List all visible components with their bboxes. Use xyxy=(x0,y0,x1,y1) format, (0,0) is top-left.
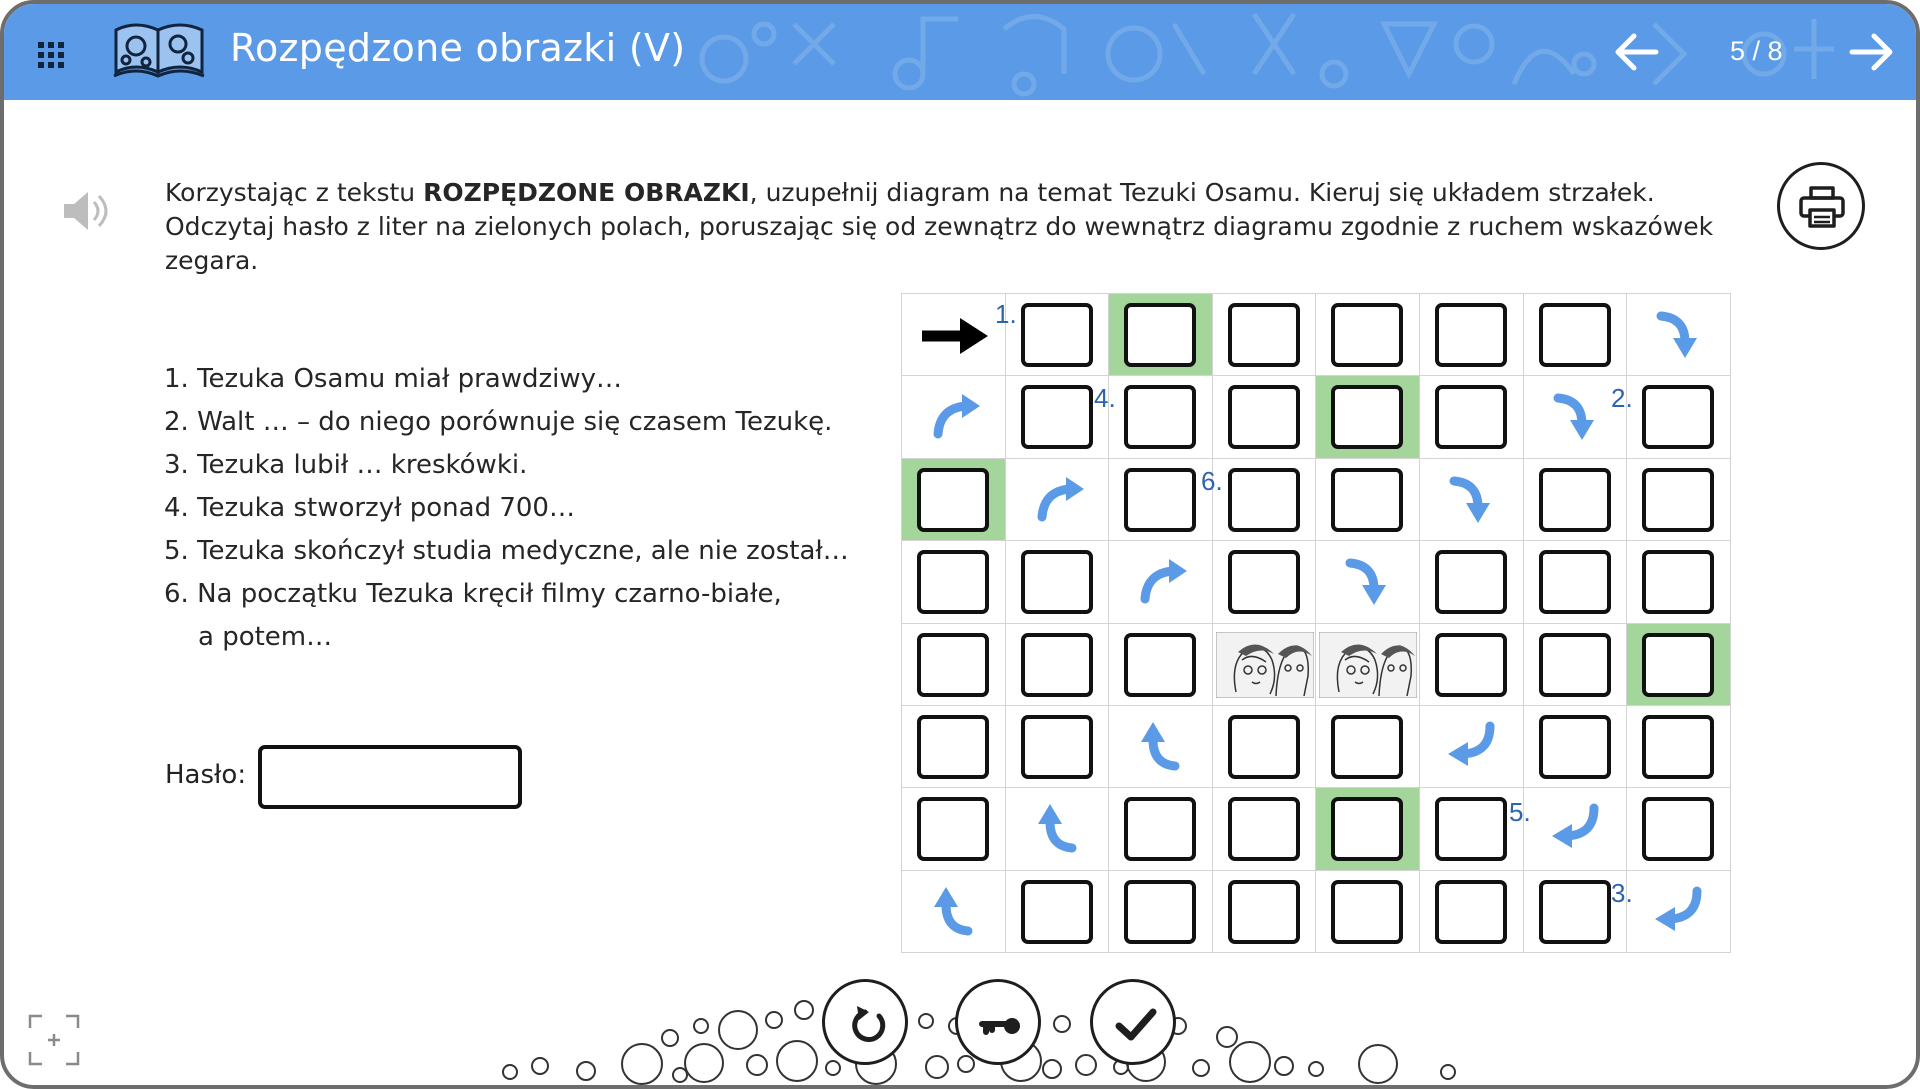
arrow-curve-up-icon xyxy=(1135,720,1191,776)
letter-box[interactable] xyxy=(1331,715,1403,779)
manga-illustration-icon xyxy=(1216,632,1314,698)
grid-cell xyxy=(1315,705,1420,788)
grid-cell xyxy=(1315,458,1420,541)
letter-box[interactable] xyxy=(1435,797,1507,861)
check-button[interactable] xyxy=(1090,979,1176,1065)
letter-box[interactable] xyxy=(1539,303,1611,367)
letter-box[interactable] xyxy=(1539,550,1611,614)
grid-cell xyxy=(1005,787,1110,870)
clue-item: 3. Tezuka lubił … kreskówki. xyxy=(164,450,528,480)
instructions-bold: ROZPĘDZONE OBRAZKI xyxy=(423,178,750,207)
letter-box[interactable] xyxy=(1021,880,1093,944)
letter-box[interactable] xyxy=(1124,880,1196,944)
instructions-text xyxy=(165,176,1725,278)
grid-cell xyxy=(1626,870,1731,953)
manga-illustration-icon xyxy=(1319,632,1417,698)
grid-cell xyxy=(1212,623,1317,706)
grid-cell xyxy=(1419,458,1524,541)
grid-cell xyxy=(1108,458,1213,541)
clue-number-4: 4. xyxy=(1094,383,1116,413)
letter-box[interactable] xyxy=(1021,303,1093,367)
speaker-icon[interactable] xyxy=(60,188,110,234)
start-arrow-icon xyxy=(920,316,990,356)
grid-cell xyxy=(1212,458,1317,541)
grid-cell xyxy=(1626,705,1731,788)
grid-cell xyxy=(1523,293,1628,376)
grid-cell xyxy=(1419,623,1524,706)
grid-cell xyxy=(1212,870,1317,953)
clue-number-6: 6. xyxy=(1201,466,1223,496)
grid-cell xyxy=(1108,540,1213,623)
reset-icon xyxy=(845,1002,891,1048)
letter-box[interactable] xyxy=(1435,880,1507,944)
grid-cell xyxy=(1315,540,1420,623)
letter-box[interactable] xyxy=(1435,633,1507,697)
header-bar xyxy=(4,4,1920,100)
print-button[interactable] xyxy=(1777,162,1865,250)
grid-cell xyxy=(1315,787,1420,870)
instructions-suffix: , uzupełnij diagram na temat Tezuki Osamu. Kieruj się układem strzałek. Odczytaj hasło z liter na zielonych polach, poruszając się od zewnątrz do wewnątrz diagramu zgodnie z ruchem wskazówek zegara. xyxy=(165,178,1714,275)
grid-menu-icon[interactable] xyxy=(36,34,72,70)
arrow-down-right-icon xyxy=(1446,473,1502,529)
grid-cell xyxy=(1419,870,1524,953)
clue-item: 2. Walt … – do niego porównuje się czasem Tezukę. xyxy=(164,407,833,437)
letter-box[interactable] xyxy=(1021,715,1093,779)
clue-item-continued: a potem… xyxy=(198,622,333,652)
letter-box[interactable] xyxy=(1124,385,1196,449)
book-logo-icon xyxy=(112,18,208,80)
clues-list xyxy=(164,358,849,659)
letter-box-highlighted[interactable] xyxy=(1331,385,1403,449)
app-title: Rozpędzone obrazki (V) xyxy=(230,26,686,70)
arrow-curve-right-icon xyxy=(928,390,984,446)
letter-box[interactable] xyxy=(1435,385,1507,449)
letter-box-highlighted[interactable] xyxy=(917,468,989,532)
letter-box[interactable] xyxy=(1021,550,1093,614)
grid-cell xyxy=(1523,458,1628,541)
instructions-prefix: Korzystając z tekstu xyxy=(165,178,424,207)
letter-box[interactable] xyxy=(1539,468,1611,532)
fullscreen-icon[interactable] xyxy=(28,1014,80,1066)
letter-box[interactable] xyxy=(1228,385,1300,449)
grid-cell xyxy=(1212,540,1317,623)
checkmark-icon xyxy=(1113,1002,1159,1048)
grid-cell xyxy=(901,870,1006,953)
grid-cell xyxy=(901,705,1006,788)
arrow-down-right-icon xyxy=(1342,555,1398,611)
letter-box-highlighted[interactable] xyxy=(1642,633,1714,697)
grid-cell xyxy=(1523,787,1628,870)
clue-item: 5. Tezuka skończył studia medyczne, ale nie został… xyxy=(164,536,849,566)
letter-box[interactable] xyxy=(1331,303,1403,367)
clue-number-5: 5. xyxy=(1509,797,1531,827)
letter-box[interactable] xyxy=(1021,633,1093,697)
grid-cell xyxy=(1108,787,1213,870)
clue-number-2: 2. xyxy=(1611,383,1633,413)
grid-cell xyxy=(1212,787,1317,870)
letter-box[interactable] xyxy=(1021,385,1093,449)
letter-box[interactable] xyxy=(1331,880,1403,944)
grid-cell xyxy=(901,787,1006,870)
letter-box[interactable] xyxy=(1228,715,1300,779)
letter-box[interactable] xyxy=(1539,633,1611,697)
grid-cell xyxy=(1626,540,1731,623)
password-input[interactable] xyxy=(258,745,522,809)
grid-cell xyxy=(1523,705,1628,788)
key-icon xyxy=(978,1002,1024,1048)
clue-item: 4. Tezuka stworzył ponad 700… xyxy=(164,493,575,523)
grid-cell xyxy=(1108,293,1213,376)
arrow-curve-up-icon xyxy=(928,885,984,941)
grid-cell xyxy=(1523,540,1628,623)
letter-box[interactable] xyxy=(1124,468,1196,532)
arrow-curve-left-icon xyxy=(1446,720,1502,776)
arrow-right-icon[interactable] xyxy=(1846,28,1898,76)
letter-box[interactable] xyxy=(1435,550,1507,614)
letter-box[interactable] xyxy=(1642,715,1714,779)
grid-cell xyxy=(1108,870,1213,953)
grid-cell xyxy=(1626,375,1731,458)
grid-cell xyxy=(1315,623,1420,706)
arrow-curve-left-icon xyxy=(1653,885,1709,941)
grid-cell xyxy=(1419,540,1524,623)
letter-box[interactable] xyxy=(1642,385,1714,449)
key-button[interactable] xyxy=(955,979,1041,1065)
page-counter: 5 / 8 xyxy=(1730,36,1783,66)
arrow-down-right-icon xyxy=(1653,308,1709,364)
clue-item: 6. Na początku Tezuka kręcił filmy czarno-białe, xyxy=(164,579,782,609)
arrow-curve-up-icon xyxy=(1032,802,1088,858)
grid-cell xyxy=(1005,705,1110,788)
grid-cell xyxy=(1523,623,1628,706)
letter-box[interactable] xyxy=(917,550,989,614)
letter-box[interactable] xyxy=(1124,633,1196,697)
letter-box[interactable] xyxy=(917,633,989,697)
grid-cell xyxy=(901,293,1006,376)
grid-cell xyxy=(1005,293,1110,376)
letter-box[interactable] xyxy=(1642,550,1714,614)
arrow-curve-right-icon xyxy=(1135,555,1191,611)
grid-cell xyxy=(1212,375,1317,458)
clue-item: 1. Tezuka Osamu miał prawdziwy… xyxy=(164,364,623,394)
arrow-curve-right-icon xyxy=(1032,473,1088,529)
letter-box-highlighted[interactable] xyxy=(1124,303,1196,367)
reset-button[interactable] xyxy=(822,979,908,1065)
grid-cell xyxy=(1108,705,1213,788)
letter-box[interactable] xyxy=(917,797,989,861)
letter-box[interactable] xyxy=(917,715,989,779)
letter-box[interactable] xyxy=(1228,303,1300,367)
clue-number-1: 1. xyxy=(995,299,1017,329)
grid-cell xyxy=(901,540,1006,623)
grid-cell xyxy=(1315,293,1420,376)
crossword-grid xyxy=(901,293,1730,952)
clue-number-3: 3. xyxy=(1611,878,1633,908)
grid-cell xyxy=(1005,870,1110,953)
grid-cell xyxy=(1315,375,1420,458)
letter-box[interactable] xyxy=(1228,880,1300,944)
grid-cell xyxy=(1419,705,1524,788)
letter-box[interactable] xyxy=(1228,797,1300,861)
grid-cell xyxy=(1419,293,1524,376)
grid-cell xyxy=(1005,623,1110,706)
letter-box[interactable] xyxy=(1539,715,1611,779)
grid-cell xyxy=(1626,458,1731,541)
grid-cell xyxy=(1315,870,1420,953)
grid-cell xyxy=(1212,705,1317,788)
grid-cell xyxy=(1212,293,1317,376)
letter-box-highlighted[interactable] xyxy=(1331,797,1403,861)
grid-cell xyxy=(901,623,1006,706)
letter-box[interactable] xyxy=(1642,797,1714,861)
grid-cell xyxy=(1005,540,1110,623)
letter-box[interactable] xyxy=(1539,880,1611,944)
arrow-down-right-icon xyxy=(1550,390,1606,446)
grid-cell xyxy=(901,375,1006,458)
grid-cell xyxy=(1108,375,1213,458)
grid-cell xyxy=(901,458,1006,541)
letter-box[interactable] xyxy=(1228,468,1300,532)
grid-cell xyxy=(1626,293,1731,376)
password-label: Hasło: xyxy=(165,760,247,790)
grid-cell xyxy=(1419,375,1524,458)
letter-box[interactable] xyxy=(1435,303,1507,367)
grid-cell xyxy=(1419,787,1524,870)
grid-cell xyxy=(1005,458,1110,541)
arrow-left-icon[interactable] xyxy=(1610,28,1662,76)
letter-box[interactable] xyxy=(1228,550,1300,614)
grid-cell xyxy=(1108,623,1213,706)
grid-cell xyxy=(1626,623,1731,706)
grid-cell xyxy=(1626,787,1731,870)
letter-box[interactable] xyxy=(1124,797,1196,861)
printer-icon xyxy=(1799,186,1845,228)
letter-box[interactable] xyxy=(1331,468,1403,532)
letter-box[interactable] xyxy=(1642,468,1714,532)
arrow-curve-left-icon xyxy=(1550,802,1606,858)
